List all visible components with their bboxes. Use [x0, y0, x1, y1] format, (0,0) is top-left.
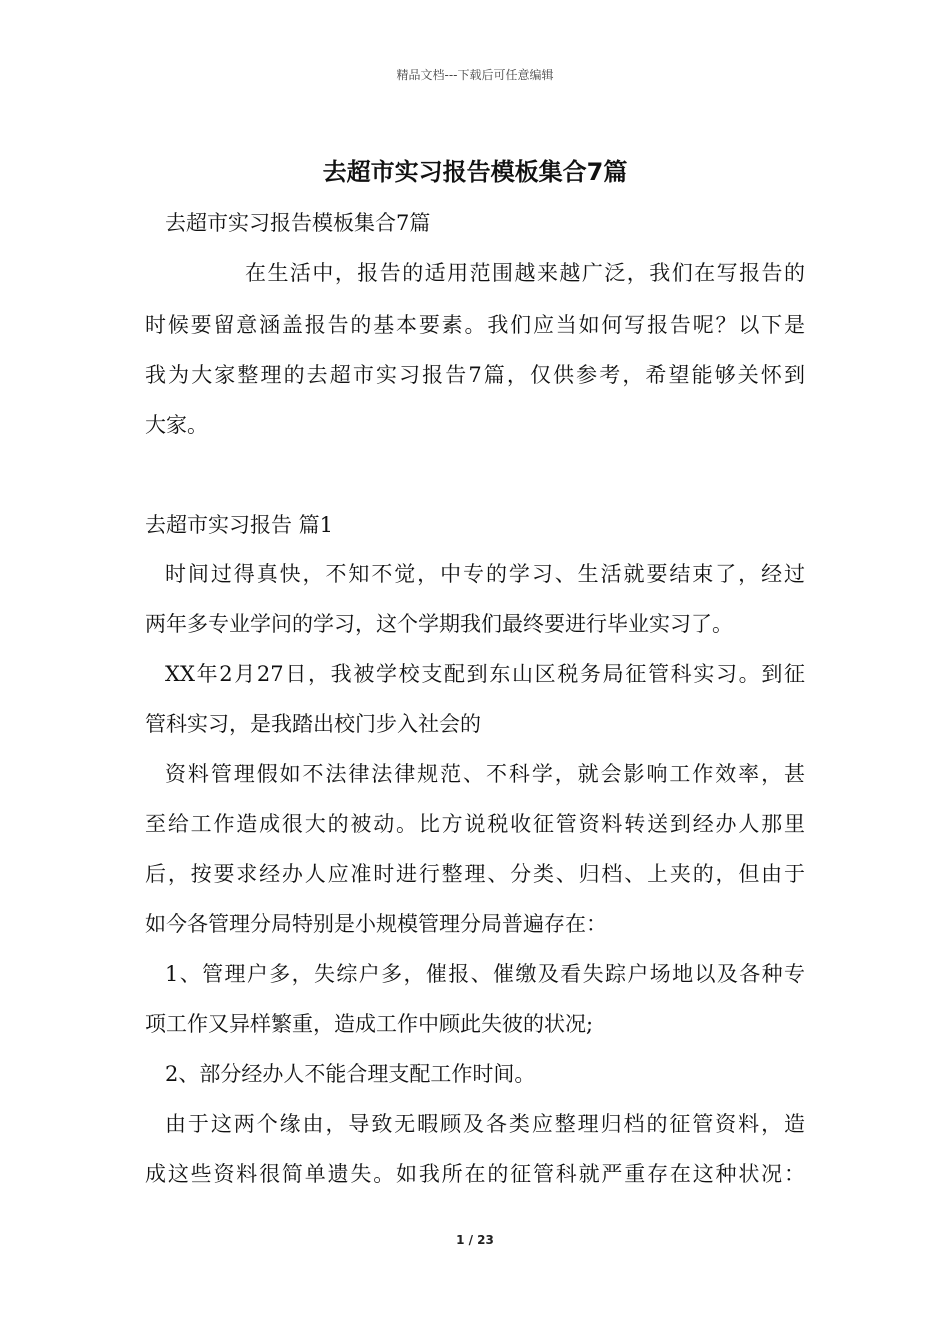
paragraph-line: 后，按要求经办人应准时进行整理、分类、归档、上夹的，但由于: [145, 862, 805, 886]
paragraph-line: 时候要留意涵盖报告的基本要素。我们应当如何写报告呢？以下是: [145, 313, 805, 337]
list-item: 2、部分经办人不能合理支配工作时间。: [165, 1062, 536, 1086]
paragraph-line: 我为大家整理的去超市实习报告7篇，仅供参考，希望能够关怀到: [145, 363, 805, 387]
document-title: 去超市实习报告模板集合7篇: [322, 158, 628, 186]
page-number: 1 / 23: [456, 1233, 494, 1247]
page-header: 精品文档---下载后可任意编辑: [396, 68, 554, 82]
paragraph-line: 管科实习，是我踏出校门步入社会的: [145, 712, 481, 736]
paragraph-line: 两年多专业学问的学习，这个学期我们最终要进行毕业实习了。: [145, 612, 733, 636]
paragraph-line: 由于这两个缘由，导致无暇顾及各类应整理归档的征管资料，造: [165, 1112, 805, 1136]
list-item-continuation: 项工作又异样繁重，造成工作中顾此失彼的状况;: [145, 1012, 594, 1036]
subtitle-line: 去超市实习报告模板集合7篇: [165, 211, 431, 235]
paragraph-line: 至给工作造成很大的被动。比方说税收征管资料转送到经办人那里: [145, 812, 805, 836]
section-heading: 去超市实习报告 篇1: [145, 513, 334, 537]
paragraph-line: 时间过得真快，不知不觉，中专的学习、生活就要结束了，经过: [165, 562, 805, 586]
paragraph-line: 在生活中，报告的适用范围越来越广泛，我们在写报告的: [245, 261, 805, 285]
paragraph-line: 成这些资料很简单遗失。如我所在的征管科就严重存在这种状况：: [145, 1162, 805, 1186]
list-item: 1、管理户多，失综户多，催报、催缴及看失踪户场地以及各种专: [165, 962, 805, 986]
paragraph-line: 资料管理假如不法律法律规范、不科学，就会影响工作效率，甚: [165, 762, 805, 786]
paragraph-line: 如今各管理分局特别是小规模管理分局普遍存在：: [145, 912, 607, 936]
paragraph-line: XX年2月27日，我被学校支配到东山区税务局征管科实习。到征: [165, 662, 805, 686]
paragraph-line: 大家。: [145, 413, 208, 437]
